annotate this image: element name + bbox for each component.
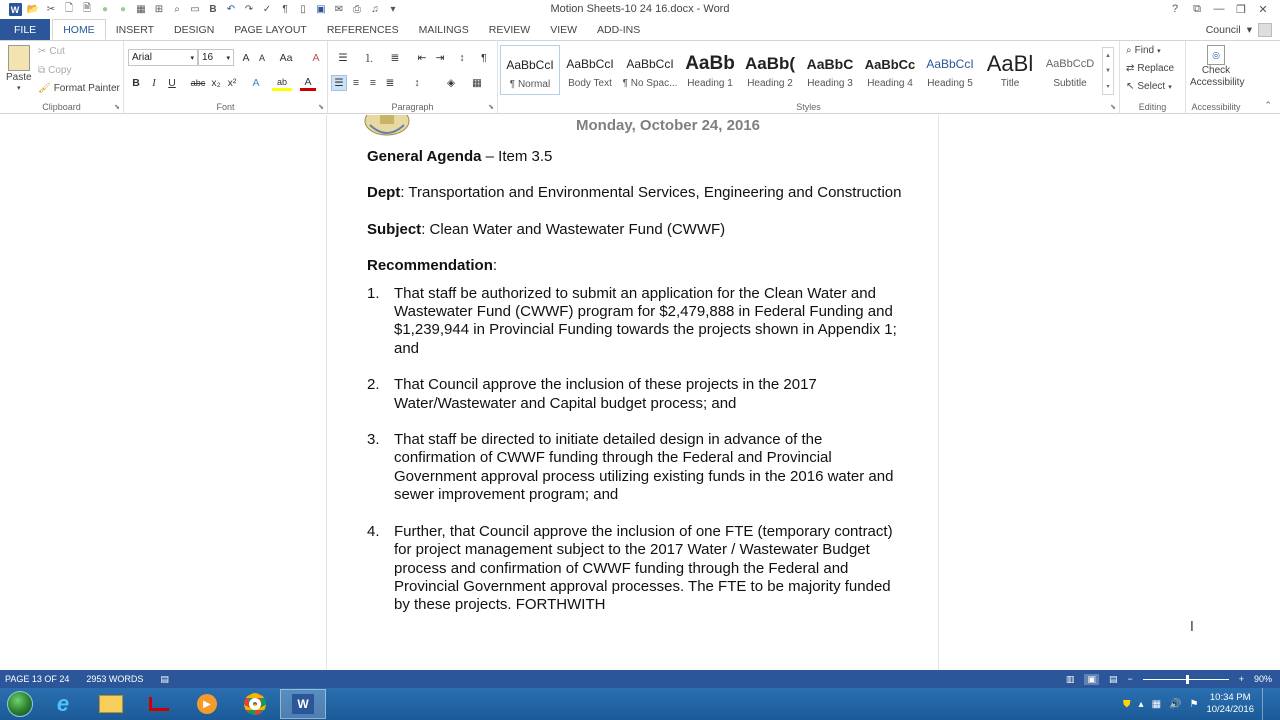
underline-button[interactable]: U — [168, 77, 176, 89]
find-icon[interactable]: ⌕ — [174, 4, 180, 15]
chevron-up-icon[interactable]: ▴ — [1138, 698, 1144, 710]
align-right-icon[interactable]: ≡ — [369, 77, 377, 89]
increase-indent-icon[interactable]: ⇥ — [435, 52, 445, 64]
clipboard-icon — [8, 45, 30, 71]
chevron-down-icon[interactable]: ▼ — [1105, 67, 1111, 74]
align-center-icon[interactable]: ≡ — [352, 77, 360, 89]
select-button[interactable]: ↖ Select ▾ — [1126, 81, 1172, 92]
style-body-text[interactable]: AaBbCcI Body Text — [566, 57, 614, 89]
accessibility-label: Accessibility — [1191, 102, 1241, 112]
editing-group — [1120, 41, 1186, 114]
tab-references[interactable]: REFERENCES — [326, 23, 399, 36]
replace-icon: ⇄ — [1126, 63, 1135, 74]
chevron-down-icon: ▾ — [1246, 24, 1252, 36]
line-spacing-icon[interactable]: ↕ — [414, 77, 420, 89]
window-controls — [1164, 1, 1274, 17]
zoom-thumb[interactable] — [1186, 675, 1189, 684]
dialog-launcher-icon[interactable]: ⬊ — [114, 104, 120, 111]
tab-review[interactable]: REVIEW — [488, 23, 531, 36]
chevron-down-icon: ▾ — [190, 54, 194, 62]
clock-date: 10/24/2016 — [1206, 704, 1254, 715]
tab-design[interactable]: DESIGN — [174, 23, 215, 36]
page-icon[interactable]: ▯ — [300, 4, 306, 15]
sort-icon[interactable]: ↕ — [459, 52, 465, 64]
chevron-down-icon: ▾ — [226, 54, 230, 62]
document-body[interactable] — [367, 148, 907, 615]
more-icon[interactable]: ▾ — [1106, 83, 1110, 90]
page-edge-right — [938, 115, 939, 670]
superscript-button[interactable]: x² — [227, 77, 237, 89]
grid-icon[interactable]: ▦ — [136, 4, 146, 15]
quick-access-toolbar — [6, 2, 402, 17]
change-case-button[interactable]: Aa — [279, 52, 293, 64]
show-desktop-button[interactable] — [1262, 688, 1270, 720]
font-size-select[interactable]: 16 ▾ — [198, 49, 234, 66]
shrink-font-button[interactable]: A — [258, 53, 265, 63]
decrease-indent-icon[interactable]: ⇤ — [417, 52, 427, 64]
styles-label: Styles — [796, 102, 821, 112]
multilevel-list-icon[interactable]: ≣ — [390, 52, 400, 64]
chevron-down-icon: ▾ — [1157, 47, 1161, 55]
scissors-icon: ✂ — [38, 46, 47, 57]
clipboard-label: Clipboard — [42, 102, 81, 112]
page-edge-left — [326, 115, 327, 670]
editing-label: Editing — [1138, 102, 1167, 112]
window-title: Motion Sheets-10 24 16.docx - Word — [550, 3, 730, 15]
format-painter-button[interactable]: 🖌 Format Painter — [38, 83, 120, 94]
subject-value: : Clean Water and Wastewater Fund (CWWF) — [421, 220, 726, 238]
page-view-icon[interactable]: ▭ — [190, 4, 200, 15]
shading-icon[interactable]: ◈ — [446, 77, 456, 89]
pilcrow-icon[interactable]: ¶ — [481, 52, 487, 64]
clock[interactable] — [1206, 692, 1254, 716]
print-preview-icon[interactable]: ⎙ — [353, 4, 361, 15]
redo-icon[interactable]: ↷ — [244, 4, 254, 15]
list-item: 2. That Council approve the inclusion of these projects in the 2017 Water/Wastewater and Capital budget process; and — [367, 376, 817, 412]
print-icon[interactable]: 🗎 — [82, 3, 92, 14]
grow-font-button[interactable]: A — [242, 52, 250, 64]
taskbar — [0, 688, 1280, 720]
security-icon[interactable]: ⛊ — [1123, 698, 1131, 710]
font-label: Font — [216, 102, 235, 112]
file-explorer-icon[interactable] — [88, 689, 134, 719]
dialog-launcher-icon[interactable]: ⬊ — [488, 104, 494, 111]
read-mode-icon[interactable]: ▥ — [1065, 673, 1075, 684]
binoculars-icon: ⌕ — [1126, 45, 1132, 56]
accessibility-icon: ◎ — [1207, 45, 1225, 65]
font-group — [124, 41, 328, 114]
page-indicator[interactable]: PAGE 13 OF 24 — [5, 674, 70, 684]
maximize-button[interactable]: ❐ — [1236, 3, 1246, 16]
list-item: 1. That staff be authorized to submit an application for the Clean Water and Wastewater Fund (CWWF) program for $2,479,888 in Federal Funding and $1,239,944 in Provincial Funding towards the projects shown in Appendix 1; and — [367, 284, 897, 357]
zoom-slider[interactable] — [1143, 679, 1229, 680]
numbering-icon[interactable]: ⒈ — [363, 52, 375, 65]
styles-scrollbar[interactable] — [1102, 47, 1114, 95]
word-count[interactable]: 2953 WORDS — [86, 674, 144, 684]
open-icon[interactable]: 📂 — [26, 4, 40, 15]
print-layout-icon[interactable]: ▣ — [1084, 674, 1099, 685]
copy-button[interactable]: ⧉ Copy — [38, 65, 72, 76]
ribbon — [0, 40, 1280, 114]
style-heading-3[interactable]: AaBbC Heading 3 — [806, 56, 854, 89]
tab-view[interactable]: VIEW — [550, 23, 578, 36]
replace-button[interactable]: ⇄ Replace — [1126, 63, 1175, 74]
style-heading-2[interactable]: AaBb( Heading 2 — [744, 54, 796, 89]
status-right — [1066, 670, 1272, 688]
dept-label: Dept — [367, 184, 401, 202]
style-no-spacing[interactable]: AaBbCcI ¶ No Spac... — [622, 57, 678, 89]
list-item: 3. That staff be directed to initiate detailed design in advance of the confirmation of CWWF funding through the Federal and Provincial Government approval process utilizing existing funds in the 2016 water and sewer improvement program; and — [367, 431, 894, 504]
tab-file[interactable]: FILE — [0, 19, 50, 40]
customize-icon[interactable]: ▾ — [390, 4, 396, 15]
bold-icon[interactable]: B — [209, 4, 217, 15]
font-color-button[interactable]: A — [300, 75, 316, 91]
clock-time: 10:34 PM — [1209, 692, 1251, 703]
accessibility-group — [1186, 41, 1246, 114]
subject-line — [367, 221, 907, 239]
dept-line — [367, 184, 907, 202]
zoom-level[interactable]: 90% — [1253, 674, 1272, 684]
copy-icon: ⧉ — [38, 65, 46, 76]
flag-icon[interactable]: ⚑ — [1189, 698, 1199, 710]
dept-value: : Transportation and Environmental Services, Engineering and Construction — [400, 184, 902, 202]
style-heading-4[interactable]: AaBbCc Heading 4 — [864, 56, 916, 89]
media-player-icon[interactable]: ▶ — [184, 689, 230, 719]
clear-formatting-button[interactable]: A — [312, 52, 320, 64]
paragraph-group — [328, 41, 498, 114]
cursor-icon: ↖ — [1126, 81, 1135, 92]
save-as-icon[interactable]: ▣ — [316, 4, 326, 15]
style-title[interactable]: AaBl Title — [986, 51, 1034, 89]
style-normal[interactable]: AaBbCcI ¶ Normal — [500, 45, 560, 95]
minimize-button[interactable]: — — [1213, 3, 1225, 15]
strikethrough-button[interactable]: abc — [190, 78, 206, 88]
tab-home[interactable]: HOME — [52, 19, 106, 40]
justify-icon[interactable]: ≣ — [385, 77, 395, 89]
presenter-icon[interactable] — [136, 689, 182, 719]
check-accessibility-button[interactable]: ◎ Check Accessibility — [1186, 45, 1246, 89]
word-app-icon[interactable]: W — [6, 2, 24, 17]
avatar — [1258, 23, 1272, 37]
zoom-in-icon[interactable]: + — [1238, 674, 1244, 684]
italic-button[interactable]: I — [152, 77, 156, 89]
agenda-item: – Item 3.5 — [481, 148, 553, 165]
chrome-icon[interactable] — [232, 689, 278, 719]
bold-button[interactable]: B — [132, 77, 140, 89]
style-heading-1[interactable]: AaBb Heading 1 — [685, 53, 735, 89]
close-button[interactable]: ✕ — [1258, 3, 1268, 16]
ie-icon[interactable]: e — [56, 691, 70, 716]
cut-button[interactable]: ✂ Cut — [38, 46, 65, 57]
zoom-out-icon[interactable]: − — [1127, 674, 1133, 684]
spell-icon[interactable]: ● — [101, 4, 109, 15]
ibeam-cursor-icon: Ⅰ — [1190, 619, 1194, 634]
web-layout-icon[interactable]: ▤ — [1108, 673, 1118, 684]
ribbon-display-button[interactable]: ⧉ — [1193, 2, 1201, 15]
document-area[interactable] — [0, 115, 1280, 670]
status-bar — [0, 670, 1280, 688]
chevron-down-icon: ▾ — [1168, 83, 1172, 91]
columns-icon[interactable]: ⊞ — [154, 4, 164, 15]
dialog-launcher-icon[interactable]: ⬊ — [318, 104, 324, 111]
tab-add-ins[interactable]: ADD-INS — [597, 23, 641, 36]
ribbon-tabs — [0, 19, 1280, 40]
tab-insert[interactable]: INSERT — [115, 23, 155, 36]
subscript-button[interactable]: x₂ — [211, 77, 221, 89]
pilcrow-icon[interactable]: ¶ — [282, 4, 288, 15]
title-bar — [0, 0, 1280, 19]
recommendation-line: Recommendation: — [367, 257, 498, 275]
clipboard-group — [0, 41, 124, 114]
tab-page-layout[interactable]: PAGE LAYOUT — [234, 23, 307, 36]
find-button[interactable]: ⌕ Find ▾ — [1126, 45, 1161, 56]
styles-gallery — [500, 45, 1100, 95]
brush-icon: 🖌 — [38, 83, 51, 94]
borders-icon[interactable]: ▦ — [472, 77, 482, 89]
save-icon[interactable]: ✂ — [46, 4, 56, 15]
paste-button[interactable]: Paste ▾ — [6, 45, 32, 92]
email-icon[interactable]: ✉ — [334, 4, 344, 15]
highlight-button[interactable]: ab — [272, 75, 292, 91]
agenda-line — [367, 148, 907, 166]
macro-icon[interactable]: ♫ — [371, 4, 379, 15]
header-date: Monday, October 24, 2016 — [576, 117, 760, 134]
collapse-ribbon-icon[interactable]: ⌃ — [1264, 100, 1272, 110]
dialog-launcher-icon[interactable]: ⬊ — [1110, 104, 1116, 111]
account-name: Council — [1205, 24, 1241, 36]
volume-icon[interactable]: 🔊 — [1169, 698, 1182, 710]
start-button[interactable] — [0, 688, 40, 720]
chevron-down-icon: ▾ — [17, 85, 21, 92]
network-icon[interactable]: ▦ — [1151, 698, 1162, 710]
style-subtitle[interactable]: AaBbCcD Subtitle — [1045, 58, 1095, 89]
windows-logo-icon — [7, 691, 33, 717]
new-icon[interactable]: 🗋 — [64, 3, 74, 14]
text-effects-button[interactable]: A — [252, 77, 260, 89]
font-family-select[interactable]: Arial ▾ — [128, 49, 198, 66]
agenda-label: General Agenda — [367, 148, 482, 165]
system-tray — [1123, 688, 1280, 720]
paragraph-label: Paragraph — [391, 102, 434, 112]
subject-label: Subject — [367, 220, 422, 238]
chevron-up-icon[interactable]: ▲ — [1105, 52, 1111, 59]
help-button[interactable]: ? — [1171, 3, 1179, 15]
style-heading-5[interactable]: AaBbCcI Heading 5 — [926, 57, 974, 89]
bullets-icon[interactable]: ☰ — [338, 52, 348, 64]
recommendation-list — [367, 285, 907, 615]
list-item: 4. Further, that Council approve the inclusion of one FTE (temporary contract) for project management subject to the 2017 Water / Wastewater Budget process and confirmation of CWWF funding through the Federal and Provincial Government approval processes. The FTE to be majority funded by these projects. FORTHWITH — [367, 522, 893, 614]
account-menu[interactable] — [1206, 23, 1272, 37]
check-icon[interactable]: ✓ — [262, 4, 272, 15]
table-icon[interactable]: ● — [119, 4, 127, 15]
recommendation-label: Recommendation — [367, 257, 493, 275]
tab-mailings[interactable]: MAILINGS — [418, 23, 469, 36]
align-left-icon[interactable]: ☰ — [331, 75, 347, 91]
proofing-icon[interactable]: ▤ — [160, 673, 169, 684]
undo-icon[interactable]: ↶ — [226, 4, 236, 15]
word-taskbar-icon[interactable]: W — [280, 689, 326, 719]
